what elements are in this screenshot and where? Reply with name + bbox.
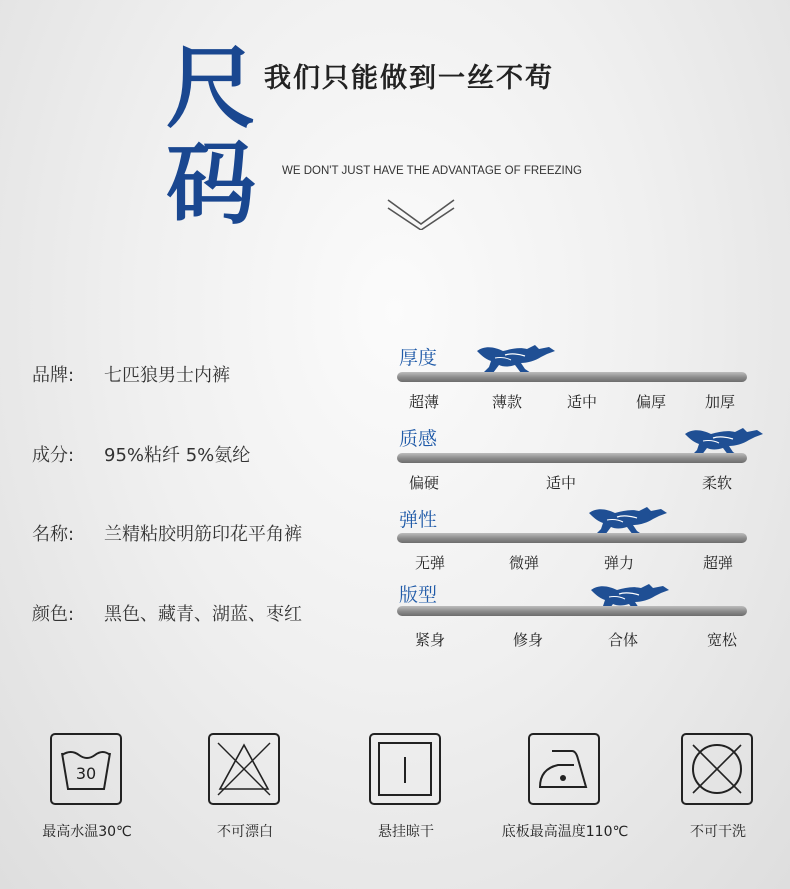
info-label: 品牌: <box>32 365 75 386</box>
option: 修身 <box>512 631 544 649</box>
option: 加厚 <box>704 393 736 411</box>
info-value: 黑色、藏青、湖蓝、枣红 <box>104 604 302 625</box>
property-title: 版型 <box>399 584 438 606</box>
option-selected: 薄款 <box>491 393 523 411</box>
no-dry-clean-icon <box>681 733 753 805</box>
option: 宽松 <box>706 631 738 649</box>
option: 超弹 <box>702 554 734 572</box>
info-value: 兰精粘胶明筋印花平角裤 <box>104 524 302 545</box>
care-label: 不可干洗 <box>690 824 746 840</box>
option: 偏厚 <box>635 393 667 411</box>
option-selected: 柔软 <box>701 474 733 492</box>
chevron-down-icon <box>386 196 456 230</box>
scale-bar <box>397 372 747 382</box>
property-title: 质感 <box>399 428 438 450</box>
info-color <box>32 600 302 626</box>
option: 无弹 <box>414 554 446 572</box>
scale-bar <box>397 453 747 463</box>
care-label: 不可漂白 <box>217 824 273 840</box>
title-char-chi: 尺 <box>166 36 256 141</box>
english-tagline: WE DON'T JUST HAVE THE ADVANTAGE OF FREEZING <box>282 165 582 177</box>
info-name <box>32 520 302 546</box>
scale-bar <box>397 606 747 616</box>
info-brand <box>32 361 230 387</box>
info-value: 95%粘纤 5%氨纶 <box>104 445 251 466</box>
care-label: 最高水温30℃ <box>42 824 132 840</box>
option: 超薄 <box>408 393 440 411</box>
option: 偏硬 <box>408 474 440 492</box>
care-label: 悬挂晾干 <box>378 824 434 840</box>
no-bleach-icon <box>208 733 280 805</box>
info-label: 名称: <box>32 524 75 545</box>
wash-30-icon <box>50 733 122 805</box>
info-label: 成分: <box>32 445 75 466</box>
slogan: 我们只能做到一丝不苟 <box>264 63 554 94</box>
property-title: 厚度 <box>399 347 438 369</box>
title-char-ma: 码 <box>166 132 256 237</box>
option: 微弹 <box>508 554 540 572</box>
property-title: 弹性 <box>399 509 438 531</box>
wash-temp: 30 <box>75 764 97 783</box>
option-selected: 弹力 <box>603 554 635 572</box>
hang-dry-icon <box>369 733 441 805</box>
info-value: 七匹狼男士内裤 <box>104 365 230 386</box>
option-selected: 合体 <box>607 631 639 649</box>
scale-bar <box>397 533 747 543</box>
iron-icon <box>528 733 600 805</box>
info-label: 颜色: <box>32 604 75 625</box>
care-label: 底板最高温度110℃ <box>501 824 629 840</box>
option: 适中 <box>545 474 577 492</box>
option: 紧身 <box>414 631 446 649</box>
info-composition <box>32 441 250 467</box>
option: 适中 <box>566 393 598 411</box>
